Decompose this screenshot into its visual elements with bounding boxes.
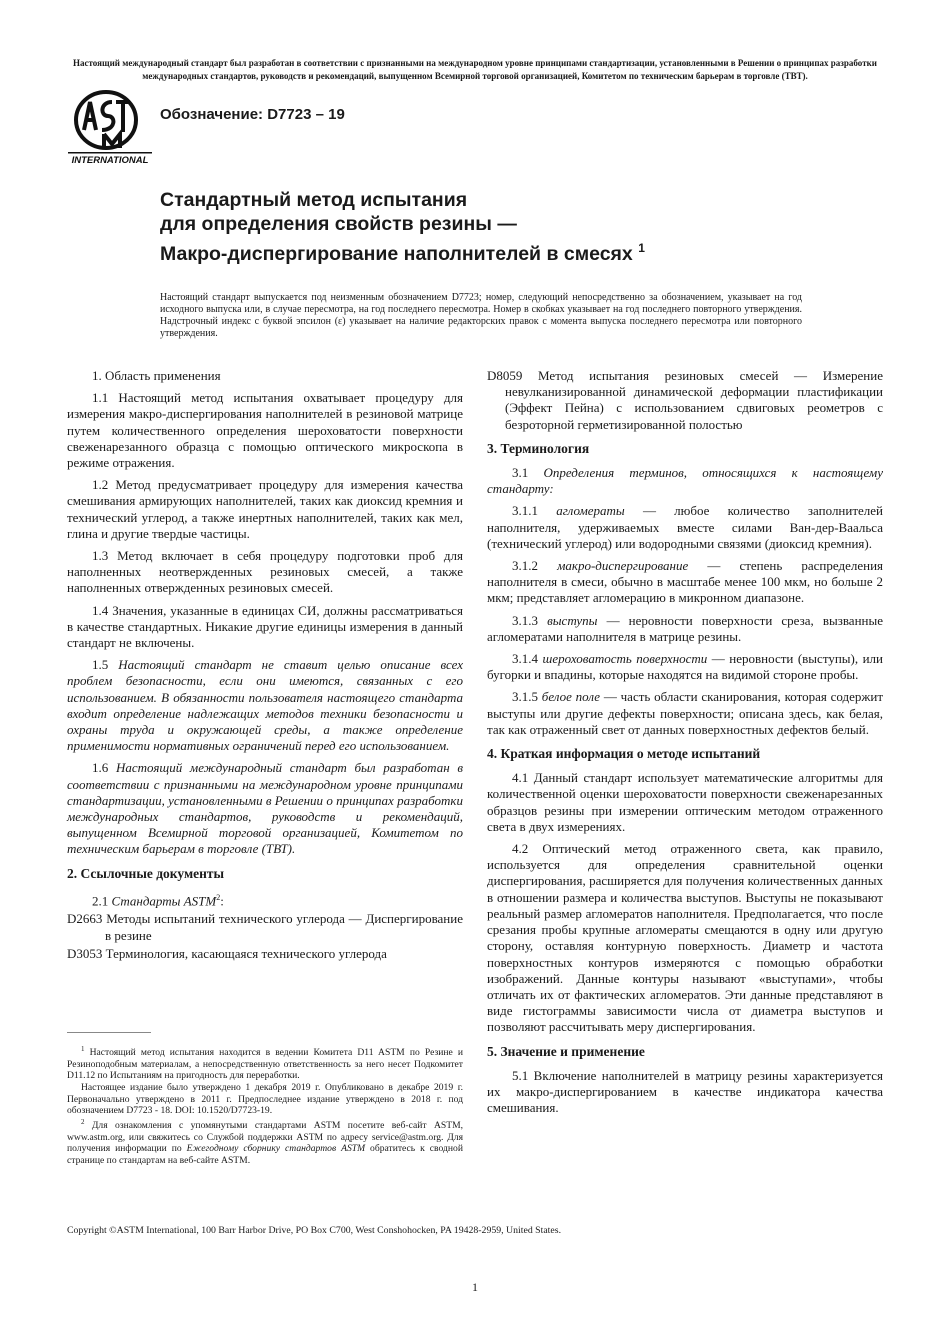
- paragraph-1-3: 1.3 Метод включает в себя процедуру подготовки проб для наполненных неотвержденных резиновых смесей, а также наполненных отвержденных резиновых смесей.: [67, 548, 463, 596]
- section-3-heading: 3. Терминология: [487, 440, 590, 456]
- left-column: [67, 368, 463, 964]
- title-line-1: Стандартный метод испытания: [160, 189, 468, 211]
- definition-white-area: 3.1.5 белое поле — часть области сканирования, которая содержит выступы или другие дефекты поверхности; описана здесь, как белая, так как отраженный свет от данных поверхностных дефектов белый.: [487, 689, 883, 737]
- definition-agglomerates: 3.1.1 агломераты — любое количество заполнителей наполнителя, удерживаемых вместе силами Ван-дер-Ваальса (технический углерод) или водородными связями (диоксид кремния).: [487, 503, 884, 551]
- footnote-2: $^2$ Для ознакомления с упомянутыми стандартами ASTM посетите веб-сайт ASTM, www.astm.org, или свяжитесь со Службой поддержки ASTM по адресу service@astm.org. Для получения информации по Ежегодному сборнику стандартов ASTM обратитесь к сводной странице по стандартам на веб-сайте ASTM.: [67, 1117, 463, 1166]
- paragraph-5-1: 5.1 Включение наполнителей в матрицу резины характеризуется их макро-диспергированием в качестве индикатора качества смешивания.: [487, 1067, 883, 1116]
- issuance-note: Настоящий стандарт выпускается под неизменным обозначением D7723; номер, следующий непосредственно за обозначением, указывает на год исходного выпуска или, в случае пересмотра, на год последнего пересмотра. Номер в скобках указывает на год последнего повторного утверждения. Надстрочный индекс с буквой эпсилон (ε) указывает на наличие редакторских правок с момента выпуска последнего пересмотра или повторного утверждения.: [160, 292, 802, 339]
- title-line-2: для определения свойств резины —: [160, 213, 517, 235]
- logo-text: INTERNATIONAL: [71, 155, 149, 166]
- paragraph-4-1: 4.1 Данный стандарт использует математические алгоритмы для количественной оценки шероховатости поверхности свеженарезанных образцов резины при измерении оптическим методом отраженного света в двух измерениях.: [487, 770, 883, 834]
- paragraph-3-1: 3.1 Определения терминов, относящихся к настоящему стандарту:: [487, 465, 884, 497]
- section-4-heading: 4. Краткая информация о методе испытаний: [487, 746, 761, 762]
- astm-logo-icon: [66, 90, 154, 166]
- definition-surface-roughness: 3.1.4 шероховатость поверхности — неровности (выступы), или бугорки и впадины, которые находятся на видимой стороне пробы.: [487, 651, 883, 683]
- paragraph-1-2: 1.2 Метод предусматривает процедуру для измерения качества смешивания армирующих наполнителей, таких как диоксид кремния и технический углерод, а также инертных наполнителей, таких как мел, глина и другие твердые частицы.: [67, 477, 463, 541]
- reference-d2663: D2663 Методы испытаний технического углерода — Диспергирование в резине: [67, 911, 463, 943]
- footnotes: [67, 1044, 463, 1166]
- section-5-heading: 5. Значение и применение: [487, 1043, 645, 1059]
- footnote-divider: [67, 1032, 151, 1033]
- definition-macro-dispersion: 3.1.2 макро-диспергирование — степень распределения наполнителя в смеси, обычно в масштабе менее 100 мкм, но больше 2 мкм; представляет агломерацию в микронном диапазоне.: [487, 558, 883, 606]
- section-1-heading: 1. Область применения: [92, 368, 221, 383]
- section-2-heading: 2. Ссылочные документы: [67, 865, 225, 881]
- paragraph-1-5: 1.5 Настоящий стандарт не ставит целью описание всех проблем безопасности, если они имеются, связанных с его использованием. В обязанности пользователя настоящего стандарта входит определение надлежащих методов техники безопасности и охраны труда и окружающей среды, а также определение применимости нормативных ограничений перед его использованием.: [67, 657, 463, 754]
- footnote-1-edition: Настоящее издание было утверждено 1 декабря 2019 г. Опубликовано в декабре 2019 г. Первоначально утверждено в 2011 г. Предпоследнее издание утверждено в 2018 г. под обозначением D7723 - 18. DOI: 10.1520/D7723-19.: [67, 1081, 463, 1117]
- reference-d3053: D3053 Терминология, касающаяся технического углерода: [67, 945, 387, 961]
- copyright-notice: Copyright ©ASTM International, 100 Barr Harbor Drive, PO Box C700, West Conshohocken, PA 19428-2959, United States.: [67, 1225, 562, 1236]
- paragraph-1-1: 1.1 Настоящий метод испытания охватывает процедуру для измерения макро-диспергирования наполнителей в резиновой матрице путем количественного определения шероховатости поверхности свеженарезанного образца с помощью оптического микроскопа в режиме отражения.: [67, 390, 463, 471]
- definition-bumps: 3.1.3 выступы — неровности поверхности среза, вызванные агломератами наполнителя в матрице резины.: [487, 612, 883, 644]
- astm-logo: [66, 90, 154, 166]
- page-number: 1: [472, 1280, 478, 1294]
- paragraph-4-2: 4.2 Оптический метод отраженного света, как правило, используется для определения сравнительной оценки диспергирования, расширяется для получения количественных данных в отношении размера и количества выступов. Выступы не показывают реальный размер агломератов наполнителя. Предполагается, что после срезания пробы крупные агломераты смещаются в одну или другую сторону, оставляя контурную поверхность. Диаметр и частота поверхностных контуров измеряются с помощью обработки изображений. Данные контуры называют «выступами», чтобы отличать их от фактических агломератов. Эти данные представляют в виде гистограммы зависимости числа от диаметра выступов и позволяют рассчитывать меру диспергирования.: [487, 841, 883, 1035]
- title-line-3: Макро-диспергирование наполнителей в смесях $^1$: [160, 241, 645, 265]
- right-column: [487, 368, 883, 1122]
- standard-title: [160, 188, 860, 266]
- title-footnote-mark: 1: [638, 241, 645, 255]
- reference-d8059: D8059 Метод испытания резиновых смесей — Измерение невулканизированной динамической деформации пластификации (Эффект Пейна) с использованием сдвиговых реометров с безроторной герметизированной полостью: [487, 368, 883, 432]
- designation: Обозначение: D7723 – 19: [160, 106, 345, 123]
- paragraph-1-4: 1.4 Значения, указанные в единицах СИ, должны рассматриваться в качестве стандартных. Никакие другие единицы измерения в данный стандарт не включены.: [67, 602, 463, 651]
- paragraph-2-1: 2.1 Стандарты ASTM$^2$:: [92, 892, 224, 909]
- paragraph-1-6: 1.6 Настоящий международный стандарт был разработан в соответствии с признанными на международном уровне принципами стандартизации, установленными в Решении о принципах разработки международных стандартов, руководств и рекомендаций, выпущенном Всемирной торговой организацией, Комитетом по техническим барьерам в торговле (ТВТ).: [67, 760, 464, 857]
- footnote-1: $^1$ Настоящий метод испытания находится в ведении Комитета D11 ASTM по Резине и Резиноподобным материалам, а непосредственную ответственность за него несет Подкомитет D11.12 по Испытаниям на пригодность для переработки.: [67, 1045, 463, 1082]
- international-standard-notice: Настоящий международный стандарт был разработан в соответствии с признанными на международном уровне принципами стандартизации, установленными в Решении о принципах разработки международных стандартов, руководств и рекомендаций, выпущенном Всемирной торговой организацией, Комитетом по техническим барьерам в торговле (ТВТ).: [73, 58, 877, 81]
